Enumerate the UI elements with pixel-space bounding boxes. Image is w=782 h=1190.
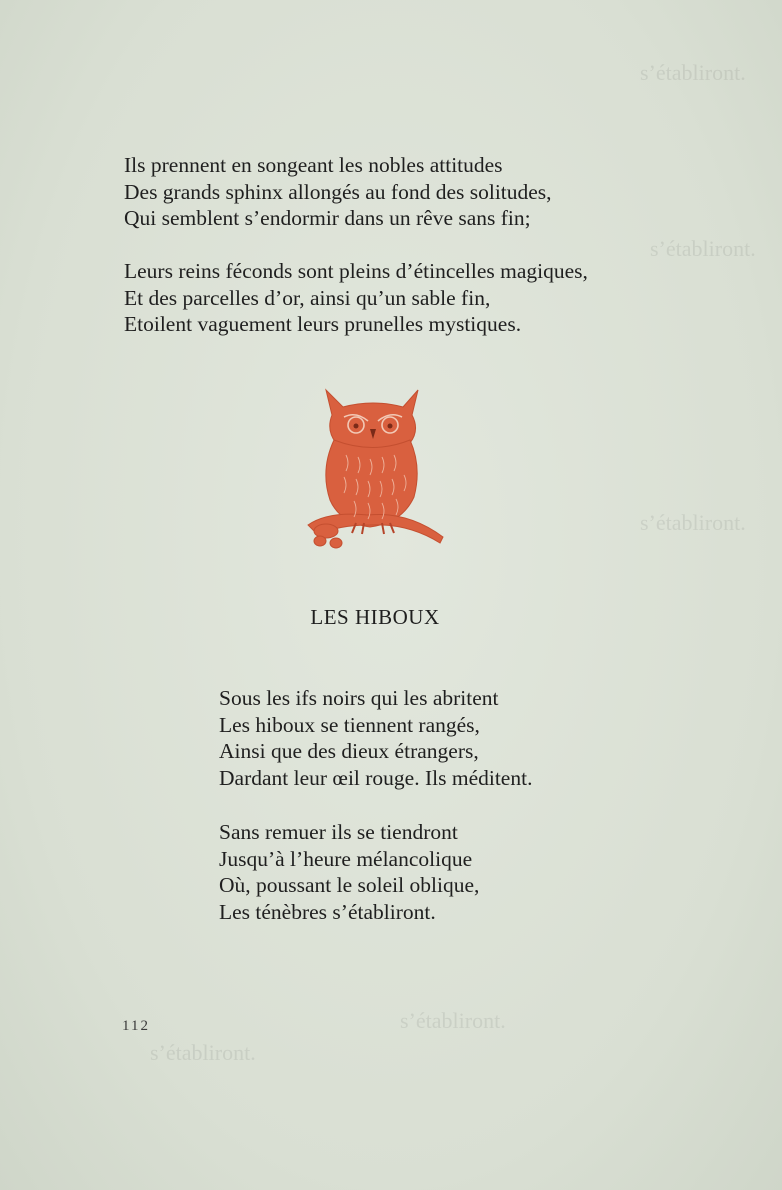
verse-line: Et des parcelles d’or, ainsi qu’un sable fin, — [124, 285, 491, 310]
verse-line: Dardant leur œil rouge. Ils méditent. — [219, 765, 533, 790]
verse-line: Leurs reins féconds sont pleins d’étincelles magiques, — [124, 259, 588, 283]
poem-title: LES HIBOUX — [310, 605, 440, 629]
bleed-through-text: s’établiront. — [640, 60, 746, 85]
verse-line: Etoilent vaguement leurs prunelles mystiques. — [124, 312, 522, 336]
bleed-through-text: s’établiront. — [400, 1008, 506, 1033]
bleed-through-text: s’établiront. — [640, 510, 746, 535]
verse-line: Les hiboux se tiennent rangés, — [219, 712, 480, 737]
verse-line: Qui semblent s’endormir dans un rêve sans fin; — [124, 206, 531, 230]
verse-line: Sans remuer ils se tiendront — [219, 820, 458, 844]
owl-engraving-icon — [298, 385, 448, 560]
bleed-through-text: s’établiront. — [650, 236, 756, 261]
verse-line: Des grands sphinx allongés au fond des solitudes, — [124, 179, 552, 204]
poem-top-stanza-1 — [124, 152, 552, 232]
verse-line: Ainsi que des dieux étrangers, — [219, 739, 479, 763]
page-number: 112 — [122, 1018, 150, 1034]
verse-line: Sous les ifs noirs qui les abritent — [219, 686, 499, 710]
verse-line: Jusqu’à l’heure mélancolique — [219, 846, 473, 871]
verse-line: Ils prennent en songeant les nobles attitudes — [124, 153, 503, 177]
poem-bottom-stanza-2 — [219, 819, 479, 925]
verse-line: Où, poussant le soleil oblique, — [219, 873, 480, 897]
poem-top-stanza-2 — [124, 258, 588, 338]
bleed-through-text: s’établiront. — [150, 1040, 256, 1065]
verse-line: Les ténèbres s’établiront. — [219, 899, 436, 924]
poem-bottom-stanza-1 — [219, 685, 532, 791]
